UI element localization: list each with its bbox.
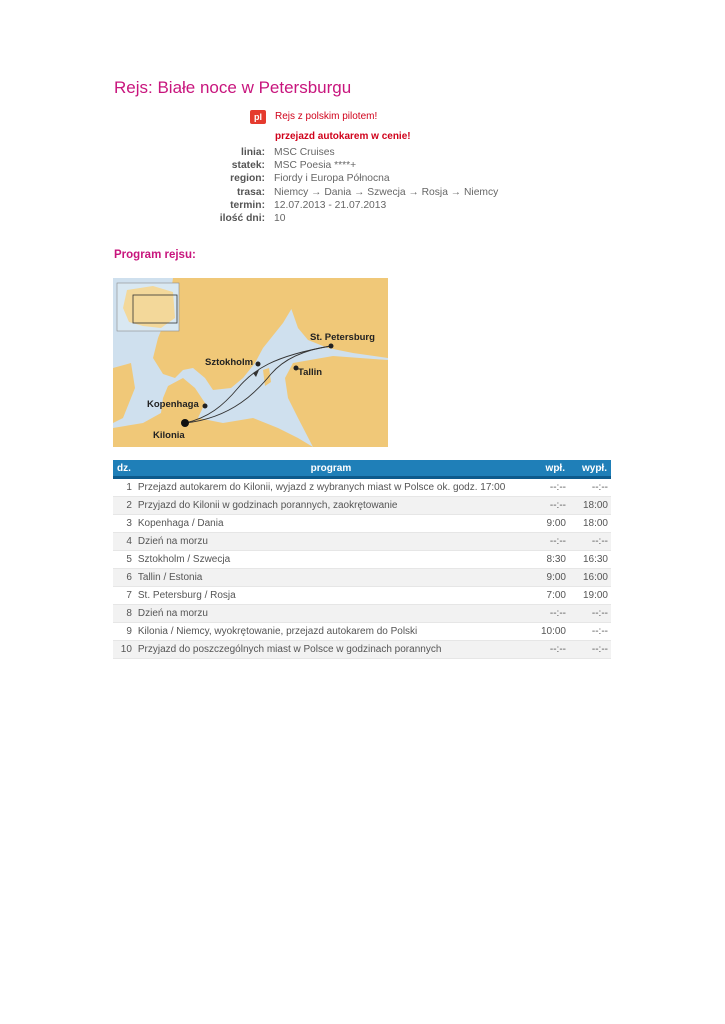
cell-program: St. Petersburg / Rosja <box>135 587 527 605</box>
cell-arrival: --:-- <box>527 641 569 659</box>
program-table <box>113 460 611 659</box>
cell-day: 7 <box>113 587 135 605</box>
cell-arrival: --:-- <box>527 533 569 551</box>
cell-program: Sztokholm / Szwecja <box>135 551 527 569</box>
table-row <box>113 641 611 659</box>
table-header-row <box>113 460 611 478</box>
cell-departure: --:-- <box>569 641 611 659</box>
cell-day: 9 <box>113 623 135 641</box>
cell-day: 6 <box>113 569 135 587</box>
pilot-note: Rejs z polskim pilotem! <box>275 111 378 122</box>
info-label: region: <box>230 173 265 185</box>
info-value: MSC Poesia ****+ <box>274 160 357 172</box>
cell-program: Tallin / Estonia <box>135 569 527 587</box>
info-value: Niemcy → Dania → Szwecja → Rosja → Niemcy <box>274 186 499 198</box>
map-label-kopenhaga: Kopenhaga <box>147 399 199 410</box>
cell-arrival: --:-- <box>527 497 569 515</box>
cell-program: Dzień na morzu <box>135 533 527 551</box>
table-row <box>113 623 611 641</box>
cell-day: 4 <box>113 533 135 551</box>
cell-arrival: --:-- <box>527 478 569 497</box>
cell-departure: 16:30 <box>569 551 611 569</box>
page-title: Rejs: Białe noce w Petersburgu <box>114 78 352 97</box>
info-value: Fiordy i Europa Północna <box>274 173 390 185</box>
info-row-termin <box>180 199 498 212</box>
polish-pilot-badge-icon: pl <box>250 110 266 124</box>
map-label-stpetersburg: St. Petersburg <box>310 332 375 343</box>
col-header-program: program <box>135 460 527 478</box>
table-row <box>113 497 611 515</box>
info-row-linia <box>180 146 498 159</box>
cell-program: Przyjazd do poszczególnych miast w Polsce w godzinach porannych <box>135 641 527 659</box>
table-row <box>113 569 611 587</box>
cell-program: Kilonia / Niemcy, wyokrętowanie, przejazd autokarem do Polski <box>135 623 527 641</box>
info-label: termin: <box>230 199 265 211</box>
cell-arrival: 9:00 <box>527 515 569 533</box>
cell-arrival: 9:00 <box>527 569 569 587</box>
cell-departure: 18:00 <box>569 497 611 515</box>
info-row-statek <box>180 159 498 172</box>
map-label-kilonia: Kilonia <box>153 430 185 441</box>
table-row <box>113 605 611 623</box>
table-row <box>113 551 611 569</box>
table-row <box>113 515 611 533</box>
col-header-departure: wypł. <box>569 460 611 478</box>
info-label: statek: <box>231 160 265 172</box>
cell-arrival: 7:00 <box>527 587 569 605</box>
info-label: ilość dni: <box>219 212 265 224</box>
map-port-stpetersburg <box>329 344 334 349</box>
cell-program: Przyjazd do Kilonii w godzinach porannych, zaokrętowanie <box>135 497 527 515</box>
map-port-sztokholm <box>256 362 261 367</box>
cell-day: 2 <box>113 497 135 515</box>
cell-departure: 16:00 <box>569 569 611 587</box>
cell-departure: --:-- <box>569 623 611 641</box>
info-row-trasa <box>180 186 498 199</box>
info-value: 10 <box>274 212 286 224</box>
info-label: linia: <box>240 147 265 158</box>
cell-departure: 18:00 <box>569 515 611 533</box>
info-value: 12.07.2013 - 21.07.2013 <box>274 199 387 211</box>
cell-arrival: 8:30 <box>527 551 569 569</box>
info-label: trasa: <box>236 186 265 198</box>
cell-program: Dzień na morzu <box>135 605 527 623</box>
cell-departure: --:-- <box>569 478 611 497</box>
cell-program: Kopenhaga / Dania <box>135 515 527 533</box>
cell-day: 1 <box>113 478 135 497</box>
cell-arrival: 10:00 <box>527 623 569 641</box>
cell-day: 5 <box>113 551 135 569</box>
info-value: MSC Cruises <box>274 147 335 158</box>
info-row-region <box>180 172 498 185</box>
table-row <box>113 587 611 605</box>
cell-day: 10 <box>113 641 135 659</box>
cell-departure: --:-- <box>569 533 611 551</box>
section-title-program: Program rejsu: <box>114 249 196 261</box>
cell-day: 8 <box>113 605 135 623</box>
map-port-kilonia <box>181 419 189 427</box>
cell-arrival: --:-- <box>527 605 569 623</box>
table-row <box>113 533 611 551</box>
map-inset-land <box>123 286 175 328</box>
bus-note: przejazd autokarem w cenie! <box>275 131 411 142</box>
cell-program: Przejazd autokarem do Kilonii, wyjazd z wybranych miast w Polsce ok. godz. 17:00 <box>135 478 527 497</box>
map-port-kopenhaga <box>203 404 208 409</box>
col-header-arrival: wpł. <box>527 460 569 478</box>
map-label-sztokholm: Sztokholm <box>205 357 254 368</box>
cruise-info <box>180 146 498 225</box>
route-map <box>113 278 388 447</box>
table-row <box>113 478 611 497</box>
info-row-ilosc-dni <box>180 212 498 225</box>
cell-day: 3 <box>113 515 135 533</box>
col-header-dz: dz. <box>113 460 135 478</box>
map-label-tallin: Tallin <box>298 367 323 378</box>
cell-departure: --:-- <box>569 605 611 623</box>
cell-departure: 19:00 <box>569 587 611 605</box>
